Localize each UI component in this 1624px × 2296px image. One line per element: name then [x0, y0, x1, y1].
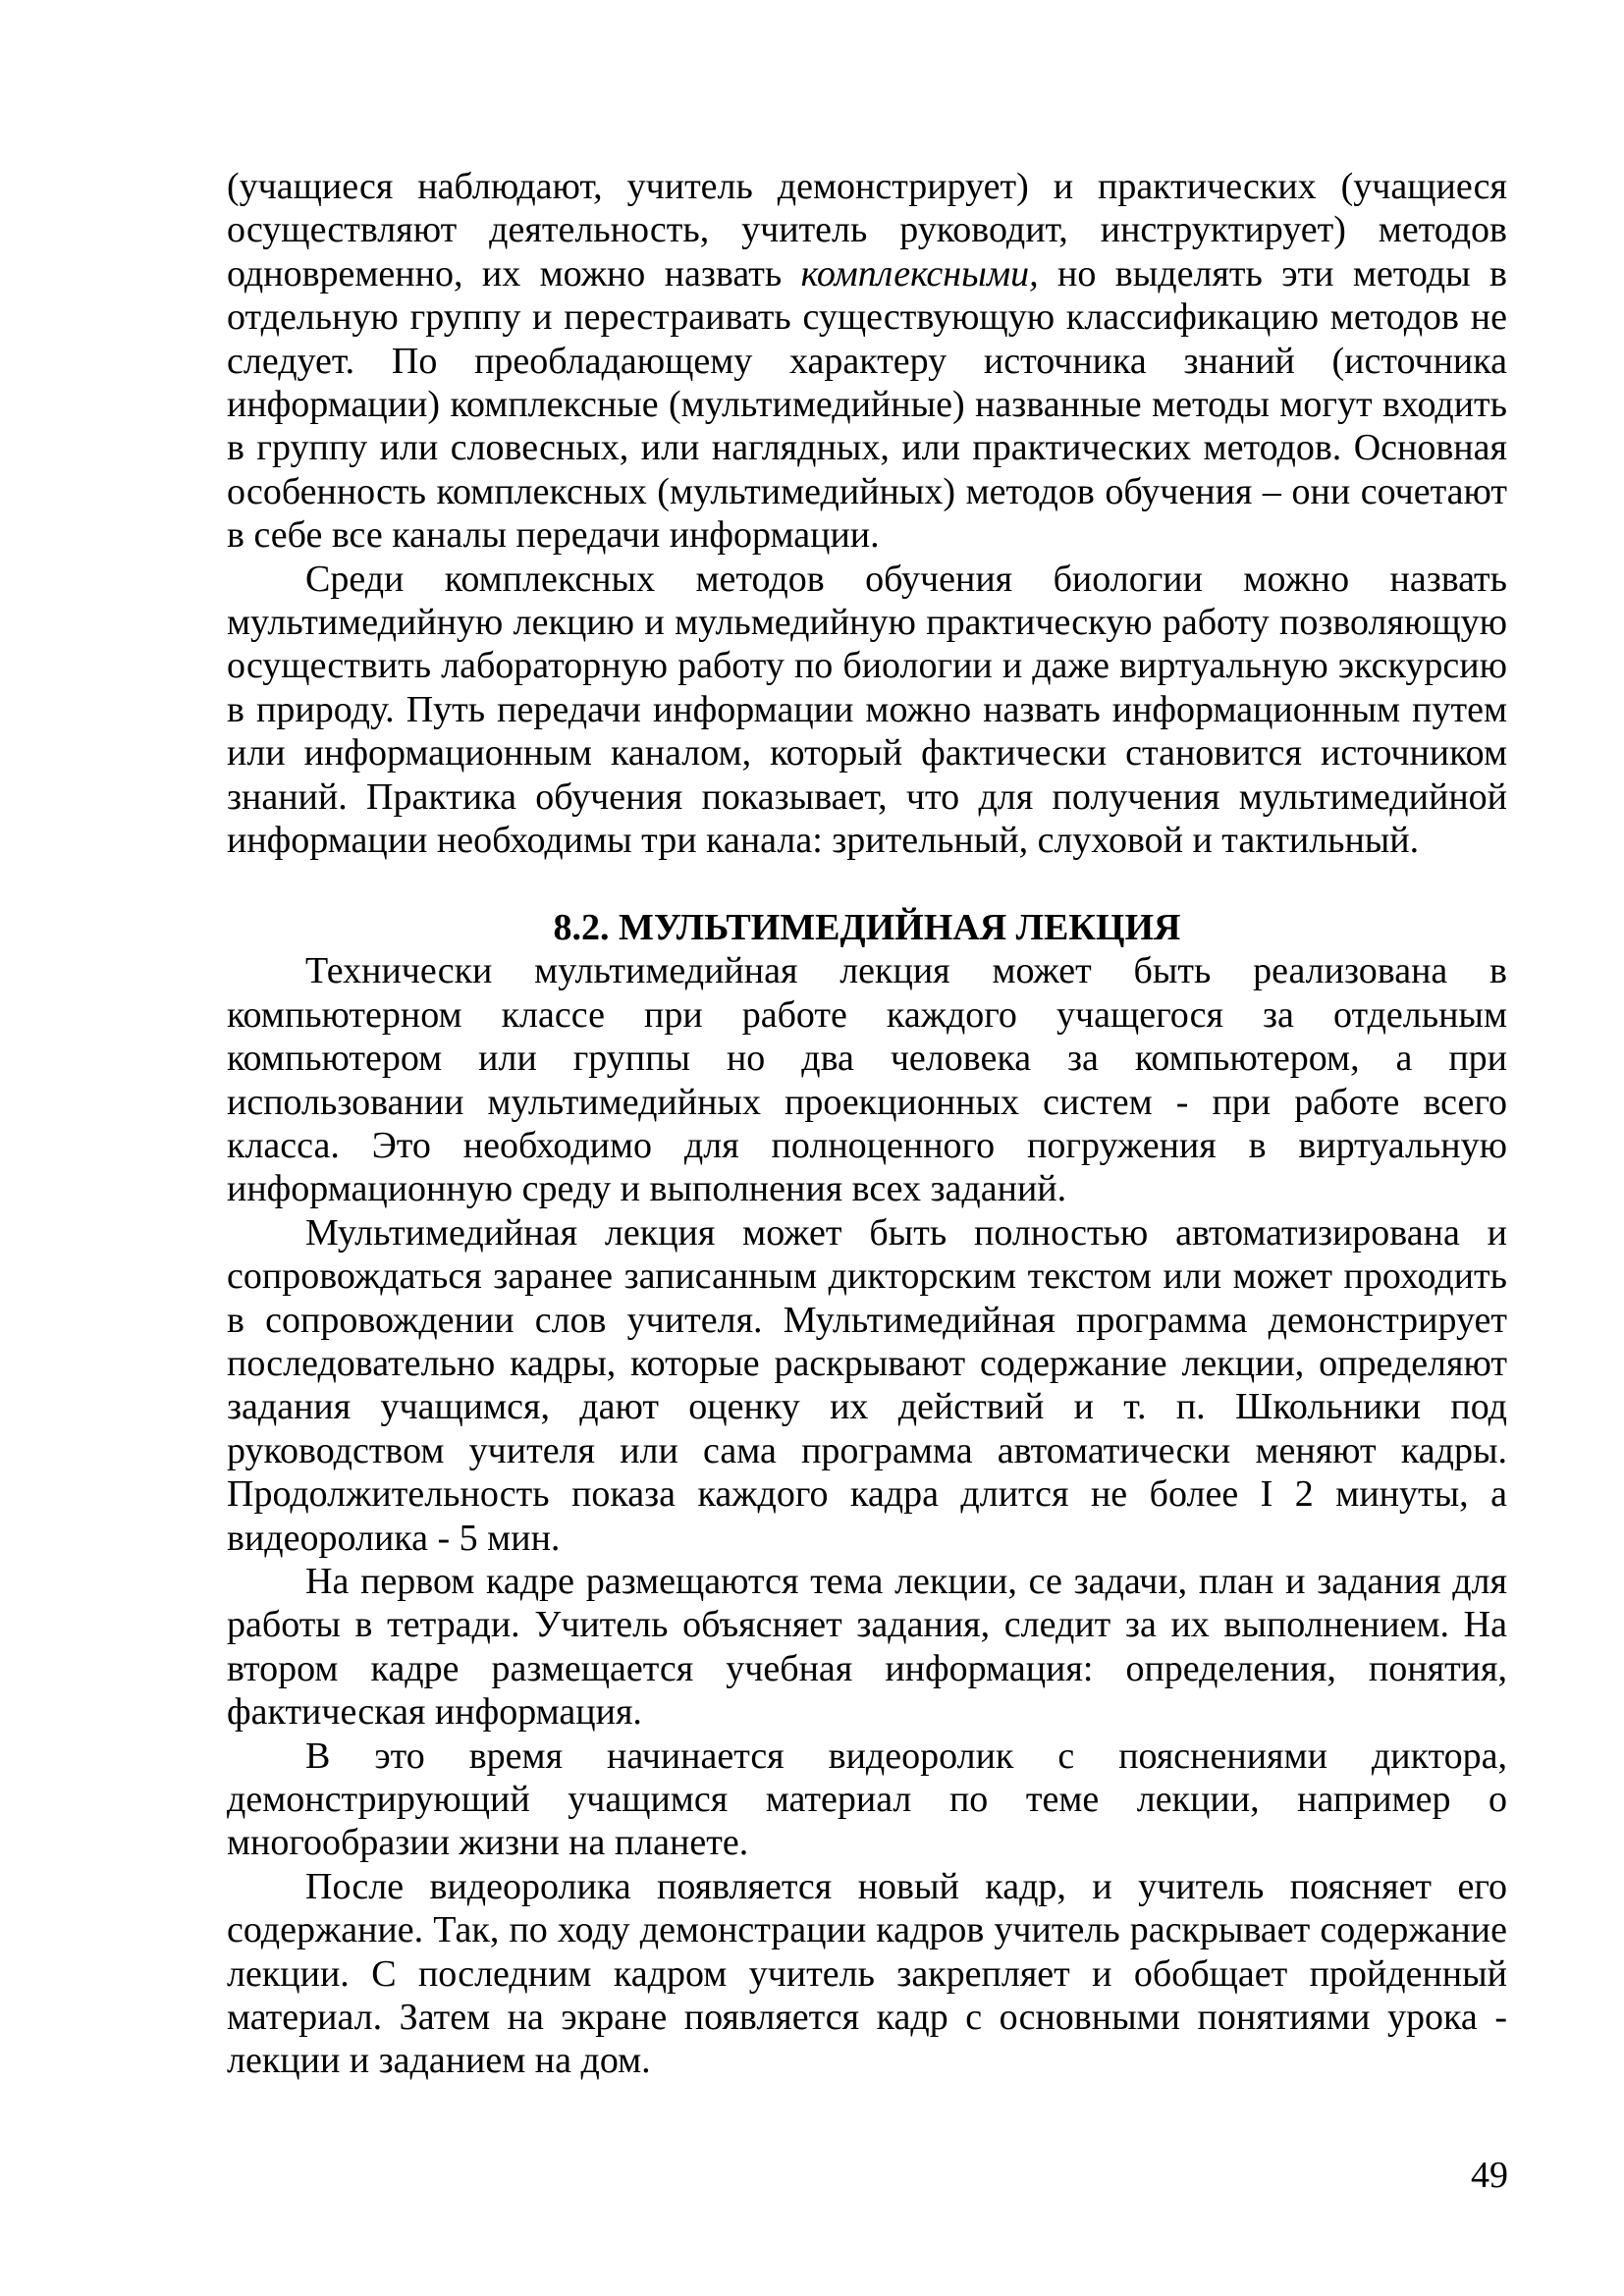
paragraph-complex-methods	[227, 165, 1507, 558]
page-body-text	[227, 165, 1507, 2083]
section-heading: 8.2. МУЛЬТИМЕДИЙНАЯ ЛЕКЦИЯ	[553, 906, 1181, 948]
page-number: 49	[1471, 2155, 1508, 2196]
paragraph-lecture-automation: Мультимедийная лекция может быть полностью автоматизирована и сопровождаться заранее записанным дикторским текстом или может проходить в сопровождении слов учителя. Мультимедийная программа демонстрирует последовательно кадры, которые раскрывают содержание лекции, определяют задания учащимся, дают оценку их действий и т. п. Школьники под руководством учителя или сама программа автоматически меняют кадры. Продолжительность показа каждого кадра длится не более I 2 минуты, а видеоролика - 5 мин.	[227, 1211, 1507, 1559]
paragraph-text-segment: но выделять эти методы в отдельную группу и перестраивать существующую классификацию методов не следует. По преобладающему характеру источника знаний (источника информации) комплексные (мультимедийные) названные методы могут входить в группу или словесных, или наглядных, или практических методов. Основная особенность комплексных (мультимедийных) методов обучения – они сочетают в себе все каналы передачи информации.	[227, 252, 1507, 557]
paragraph-complex-methods-biology: Среди комплексных методов обучения биологии можно назвать мультимедийную лекцию и мульмедийную практическую работу позволяющую осуществить лабораторную работу по биологии и даже виртуальную экскурсию в природу. Путь передачи информации можно назвать информационным путем или информационным каналом, который фактически становится источником знаний. Практика обучения показывает, что для получения мультимедийной информации необходимы три канала: зрительный, слуховой и тактильный.	[227, 558, 1507, 862]
paragraph-text-segment: (учащиеся наблюдают, учитель демонстрирует) и практических (учащиеся осуществляют деятельность, учитель руководит, инструктирует) методов одновременно, их можно назвать	[227, 166, 1507, 294]
paragraph-first-frame: На первом кадре размещаются тема лекции, се задачи, план и задания для работы в тетради. Учитель объясняет задания, следит за их выполнением. На втором кадре размещается учебная информация: определения, понятия, фактическая информация.	[227, 1560, 1507, 1734]
paragraph-lecture-technical: Технически мультимедийная лекция может быть реализована в компьютерном классе при работе каждого учащегося за отдельным компьютером или группы но два человека за компьютером, а при использовании мультимедийных проекционных систем - при работе всего класса. Это необходимо для полноценного погружения в виртуальную информационную среду и выполнения всех заданий.	[227, 950, 1507, 1210]
italic-term: комплексными,	[800, 252, 1039, 294]
paragraph-video-start: В это время начинается видеоролик с пояснениями диктора, демонстрирующий учащимся материал по теме лекции, например о многообразии жизни на планете.	[227, 1735, 1507, 1864]
paragraph-after-video: После видеоролика появляется новый кадр, и учитель поясняет его содержание. Так, по ходу демонстрации кадров учитель раскрывает содержание лекции. С последним кадром учитель закрепляет и обобщает пройденный материал. Затем на экране появляется кадр с основными понятиями урока - лекции и заданием на дом.	[227, 1865, 1507, 2082]
